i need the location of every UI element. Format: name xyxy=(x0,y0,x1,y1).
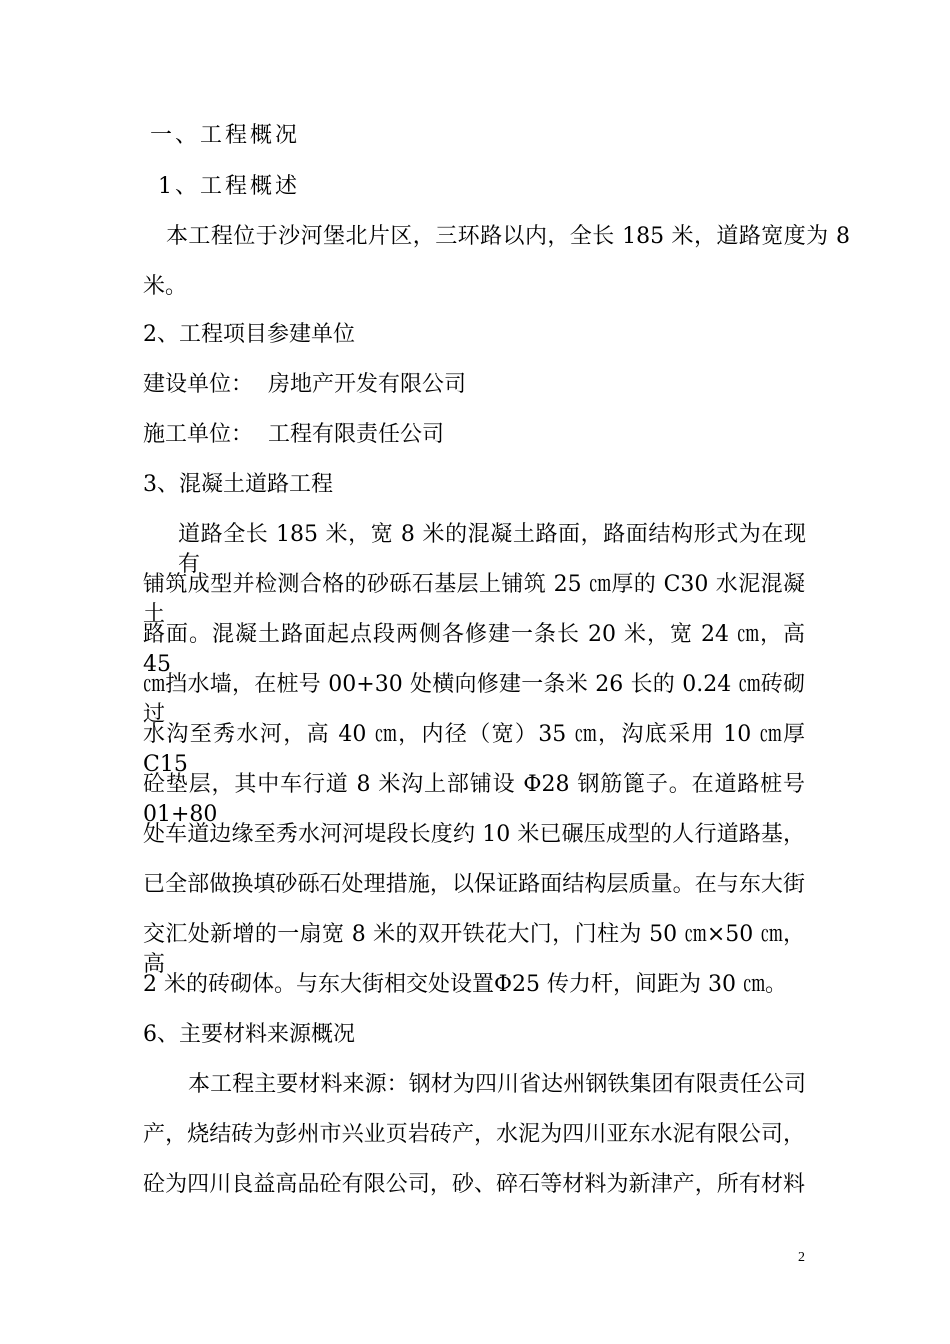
sub1-title: 1、工程概述 xyxy=(158,174,300,199)
road-line: 砼垫层，其中车行道 8 米沟上部铺设 Ф28 钢筋篦子。在道路桩号 01+80 xyxy=(143,772,805,827)
road-line: 已全部做换填砂砾石处理措施，以保证路面结构层质量。在与东大街 xyxy=(143,872,805,897)
overview-line-2: 米。 xyxy=(143,274,188,299)
road-line: 水沟至秀水河，高 40 ㎝，内径（宽）35 ㎝，沟底采用 10 ㎝厚 C15 xyxy=(143,722,805,777)
overview-line-1: 本工程位于沙河堡北片区，三环路以内，全长 185 米，道路宽度为 8 xyxy=(166,224,850,249)
road-line: 路面。混凝土路面起点段两侧各修建一条长 20 米，宽 24 ㎝，高 45 xyxy=(143,622,805,677)
contractor-value: 工程有限责任公司 xyxy=(268,422,445,447)
road-line: 铺筑成型并检测合格的砂砾石基层上铺筑 25 ㎝厚的 C30 水泥混凝土 xyxy=(143,572,805,627)
road-line: ㎝挡水墙，在桩号 00+30 处横向修建一条米 26 长的 0.24 ㎝砖砌过 xyxy=(143,672,805,727)
materials-line: 产，烧结砖为彭州市兴业页岩砖产，水泥为四川亚东水泥有限公司， xyxy=(143,1122,805,1147)
materials-line: 砼为四川良益高品砼有限公司，砂、碎石等材料为新津产，所有材料 xyxy=(143,1172,805,1197)
sub3-title: 3、混凝土道路工程 xyxy=(143,472,333,497)
road-line: 2 米的砖砌体。与东大街相交处设置Φ25 传力杆，间距为 30 ㎝。 xyxy=(143,972,787,997)
road-line: 道路全长 185 米，宽 8 米的混凝土路面，路面结构形式为在现有 xyxy=(178,522,806,577)
road-line: 处车道边缘至秀水河河堤段长度约 10 米已碾压成型的人行道路基， xyxy=(143,822,805,847)
builder-value: 房地产开发有限公司 xyxy=(268,372,467,397)
sub2-title: 2、工程项目参建单位 xyxy=(143,322,355,347)
materials-line: 本工程主要材料来源：钢材为四川省达州钢铁集团有限责任公司 xyxy=(188,1072,806,1097)
page-number: 2 xyxy=(798,1250,805,1265)
builder-label: 建设单位： xyxy=(143,372,254,397)
contractor-label: 施工单位： xyxy=(143,422,254,447)
section-title: 一、工程概况 xyxy=(150,123,301,148)
sub6-title: 6、主要材料来源概况 xyxy=(143,1022,355,1047)
road-line: 交汇处新增的一扇宽 8 米的双开铁花大门，门柱为 50 ㎝×50 ㎝，高 xyxy=(143,922,805,977)
